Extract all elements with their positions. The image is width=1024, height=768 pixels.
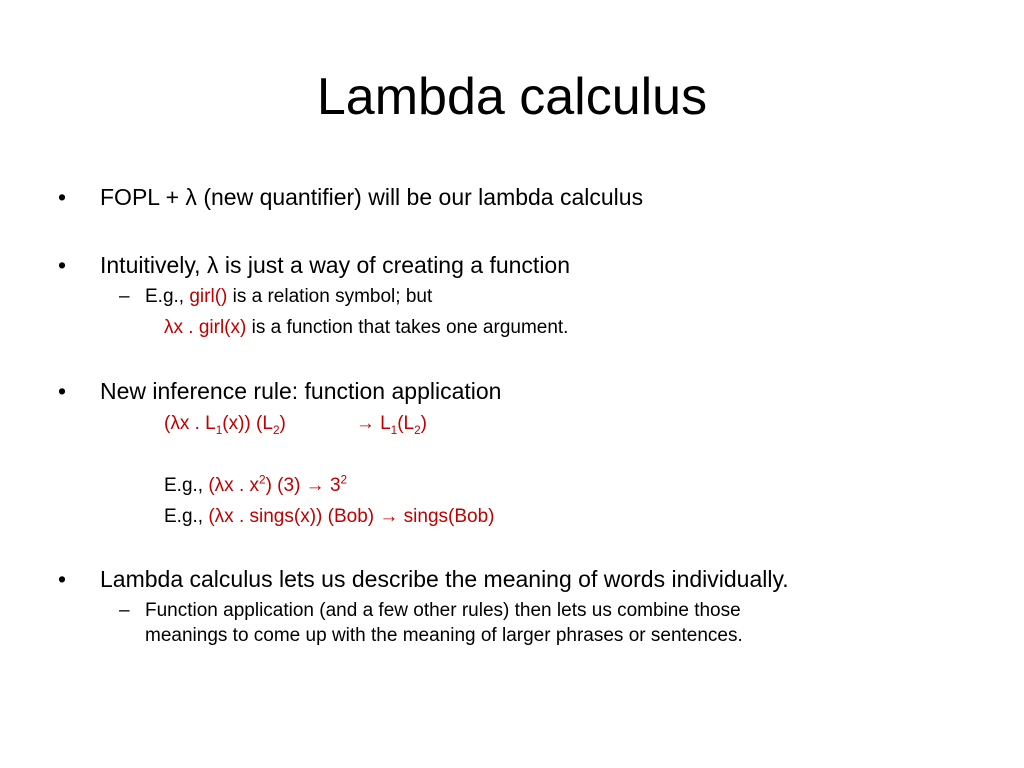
application-rule (164, 411, 427, 436)
girl-function-line (164, 315, 568, 340)
sub-bullet-dash: – (119, 286, 130, 307)
eg-prefix: E.g., (145, 286, 190, 307)
sub-bullet-dash: – (119, 600, 130, 621)
eg-prefix: E.g., (164, 506, 209, 527)
sub-bullet-function-application-cont: meanings to come up with the meaning of larger phrases or sentences. (145, 625, 743, 646)
sings-example (164, 504, 494, 529)
rule-lhs: (λx . $L_1(x)$) $(L_2)$ (164, 413, 286, 437)
relation-note: is a relation symbol; but (227, 286, 433, 307)
function-note: is a function that takes one argument. (246, 317, 569, 338)
sub-bullet-girl-example (145, 284, 432, 309)
sub-bullet-function-application: Function application (and a few other rules) then lets us combine those (145, 600, 741, 621)
bullet-marker: • (58, 184, 67, 210)
bullet-fopl: FOPL + λ (new quantifier) will be our lambda calculus (100, 184, 644, 210)
sings-expression: (λx . sings(x)) (Bob) → sings(Bob) (208, 506, 495, 527)
square-expression: (λx . $x^2$) $(3) \to 3^2$ (208, 473, 348, 496)
slide-title: Lambda calculus (316, 68, 708, 126)
bullet-marker: • (58, 566, 67, 592)
bullet-marker: • (58, 378, 67, 404)
bullet-marker: • (58, 252, 67, 278)
bullet-lambda-meaning: Lambda calculus lets us describe the meaning of words individually. (100, 566, 789, 592)
bullet-intuitively: Intuitively, λ is just a way of creating a function (100, 252, 571, 278)
rule-rhs: → $L_1(L_2)$ (355, 413, 427, 437)
square-example (164, 473, 347, 498)
eg-prefix: E.g., (164, 475, 209, 496)
girl-relation: girl() (189, 286, 228, 307)
girl-function: λx . girl(x) (164, 317, 247, 338)
bullet-inference-rule: New inference rule: function application (100, 378, 502, 404)
